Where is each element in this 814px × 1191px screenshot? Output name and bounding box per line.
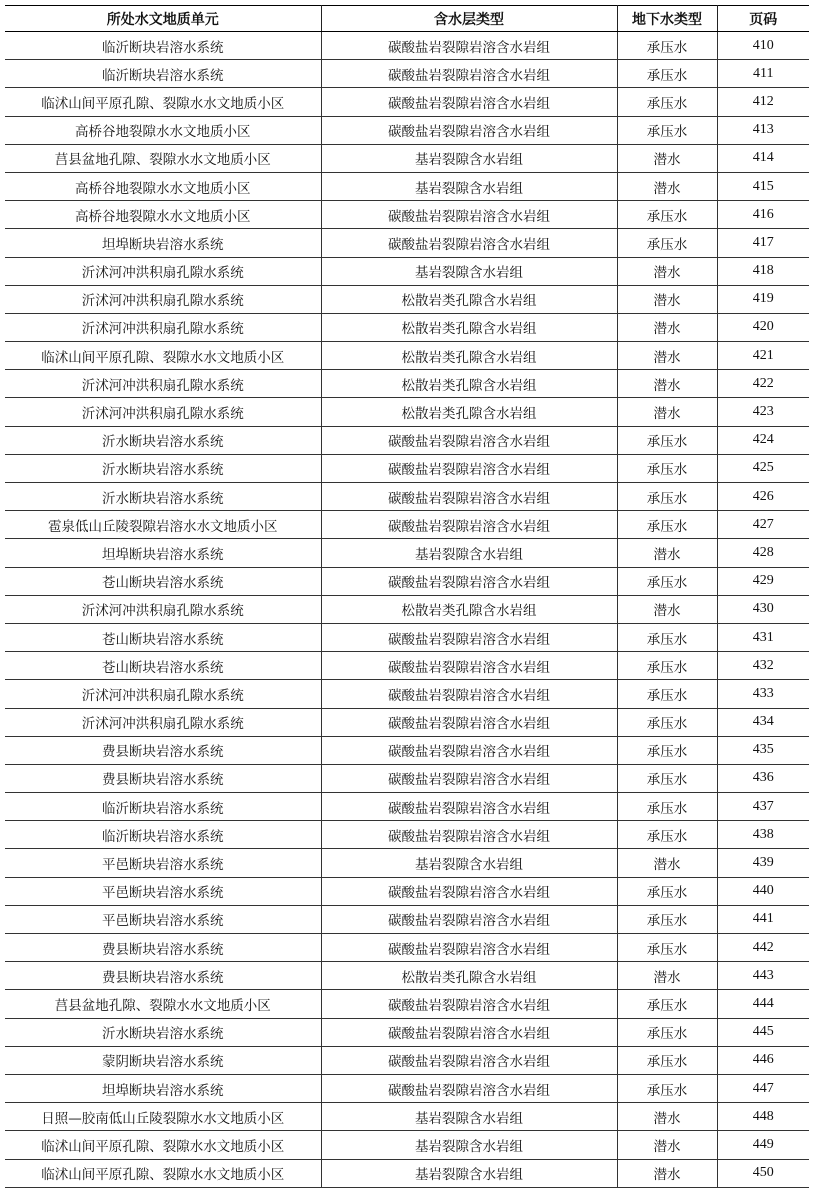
cell-hydro-unit: 沂水断块岩溶水系统 xyxy=(5,1018,321,1046)
cell-page-number: 449 xyxy=(717,1131,809,1159)
cell-hydro-unit: 沂沭河冲洪积扇孔隙水系统 xyxy=(5,398,321,426)
cell-hydro-unit: 临沂断块岩溶水系统 xyxy=(5,793,321,821)
cell-page-number: 444 xyxy=(717,990,809,1018)
cell-aquifer-type: 碳酸盐岩裂隙岩溶含水岩组 xyxy=(321,454,617,482)
cell-aquifer-type: 碳酸盐岩裂隙岩溶含水岩组 xyxy=(321,736,617,764)
cell-hydro-unit: 雹泉低山丘陵裂隙岩溶水水文地质小区 xyxy=(5,511,321,539)
cell-page-number: 447 xyxy=(717,1074,809,1102)
table-row xyxy=(5,201,809,229)
table-header xyxy=(5,6,809,32)
table-row xyxy=(5,32,809,60)
cell-hydro-unit: 临沭山间平原孔隙、裂隙水水文地质小区 xyxy=(5,342,321,370)
table-row xyxy=(5,736,809,764)
cell-page-number: 413 xyxy=(717,116,809,144)
cell-page-number: 445 xyxy=(717,1018,809,1046)
cell-hydro-unit: 坦埠断块岩溶水系统 xyxy=(5,1074,321,1102)
cell-page-number: 426 xyxy=(717,483,809,511)
table-row xyxy=(5,285,809,313)
cell-page-number: 446 xyxy=(717,1046,809,1074)
cell-aquifer-type: 松散岩类孔隙含水岩组 xyxy=(321,285,617,313)
table-row xyxy=(5,905,809,933)
cell-aquifer-type: 碳酸盐岩裂隙岩溶含水岩组 xyxy=(321,32,617,60)
cell-hydro-unit: 临沂断块岩溶水系统 xyxy=(5,821,321,849)
table-row xyxy=(5,172,809,200)
cell-page-number: 438 xyxy=(717,821,809,849)
table-row xyxy=(5,229,809,257)
cell-hydro-unit: 沂沭河冲洪积扇孔隙水系统 xyxy=(5,257,321,285)
table-row xyxy=(5,990,809,1018)
cell-page-number: 443 xyxy=(717,962,809,990)
cell-groundwater-type: 承压水 xyxy=(617,88,717,116)
table-row xyxy=(5,116,809,144)
cell-hydro-unit: 沂水断块岩溶水系统 xyxy=(5,426,321,454)
cell-groundwater-type: 承压水 xyxy=(617,426,717,454)
table-row xyxy=(5,370,809,398)
cell-groundwater-type: 潜水 xyxy=(617,342,717,370)
table-row xyxy=(5,1074,809,1102)
table-row xyxy=(5,595,809,623)
cell-aquifer-type: 碳酸盐岩裂隙岩溶含水岩组 xyxy=(321,680,617,708)
cell-groundwater-type: 承压水 xyxy=(617,229,717,257)
cell-aquifer-type: 碳酸盐岩裂隙岩溶含水岩组 xyxy=(321,793,617,821)
cell-groundwater-type: 承压水 xyxy=(617,793,717,821)
cell-groundwater-type: 承压水 xyxy=(617,905,717,933)
cell-groundwater-type: 承压水 xyxy=(617,116,717,144)
cell-page-number: 425 xyxy=(717,454,809,482)
table-row xyxy=(5,793,809,821)
cell-hydro-unit: 高桥谷地裂隙水水文地质小区 xyxy=(5,116,321,144)
cell-aquifer-type: 基岩裂隙含水岩组 xyxy=(321,1131,617,1159)
cell-aquifer-type: 碳酸盐岩裂隙岩溶含水岩组 xyxy=(321,1046,617,1074)
cell-groundwater-type: 潜水 xyxy=(617,370,717,398)
cell-page-number: 419 xyxy=(717,285,809,313)
table-row xyxy=(5,623,809,651)
cell-aquifer-type: 基岩裂隙含水岩组 xyxy=(321,172,617,200)
table-row xyxy=(5,60,809,88)
table-row xyxy=(5,342,809,370)
cell-hydro-unit: 莒县盆地孔隙、裂隙水水文地质小区 xyxy=(5,144,321,172)
table-row xyxy=(5,398,809,426)
cell-page-number: 432 xyxy=(717,652,809,680)
cell-page-number: 437 xyxy=(717,793,809,821)
table-row xyxy=(5,313,809,341)
table-row xyxy=(5,764,809,792)
table-row xyxy=(5,88,809,116)
cell-hydro-unit: 费县断块岩溶水系统 xyxy=(5,934,321,962)
cell-groundwater-type: 承压水 xyxy=(617,1046,717,1074)
cell-page-number: 423 xyxy=(717,398,809,426)
cell-groundwater-type: 潜水 xyxy=(617,257,717,285)
cell-groundwater-type: 承压水 xyxy=(617,990,717,1018)
cell-groundwater-type: 承压水 xyxy=(617,708,717,736)
cell-aquifer-type: 碳酸盐岩裂隙岩溶含水岩组 xyxy=(321,426,617,454)
header-row xyxy=(5,6,809,32)
cell-hydro-unit: 沂沭河冲洪积扇孔隙水系统 xyxy=(5,370,321,398)
cell-page-number: 420 xyxy=(717,313,809,341)
cell-groundwater-type: 承压水 xyxy=(617,877,717,905)
cell-page-number: 415 xyxy=(717,172,809,200)
cell-hydro-unit: 平邑断块岩溶水系统 xyxy=(5,905,321,933)
table-row xyxy=(5,849,809,877)
cell-hydro-unit: 沂水断块岩溶水系统 xyxy=(5,483,321,511)
cell-aquifer-type: 碳酸盐岩裂隙岩溶含水岩组 xyxy=(321,821,617,849)
cell-page-number: 448 xyxy=(717,1103,809,1131)
cell-aquifer-type: 基岩裂隙含水岩组 xyxy=(321,849,617,877)
cell-groundwater-type: 承压水 xyxy=(617,32,717,60)
table-row xyxy=(5,877,809,905)
cell-hydro-unit: 沂沭河冲洪积扇孔隙水系统 xyxy=(5,285,321,313)
cell-aquifer-type: 碳酸盐岩裂隙岩溶含水岩组 xyxy=(321,652,617,680)
cell-aquifer-type: 碳酸盐岩裂隙岩溶含水岩组 xyxy=(321,623,617,651)
cell-page-number: 434 xyxy=(717,708,809,736)
table-row xyxy=(5,1159,809,1187)
cell-aquifer-type: 碳酸盐岩裂隙岩溶含水岩组 xyxy=(321,511,617,539)
cell-page-number: 428 xyxy=(717,539,809,567)
cell-page-number: 424 xyxy=(717,426,809,454)
cell-page-number: 430 xyxy=(717,595,809,623)
cell-hydro-unit: 沂沭河冲洪积扇孔隙水系统 xyxy=(5,313,321,341)
cell-aquifer-type: 碳酸盐岩裂隙岩溶含水岩组 xyxy=(321,990,617,1018)
cell-groundwater-type: 潜水 xyxy=(617,849,717,877)
cell-hydro-unit: 费县断块岩溶水系统 xyxy=(5,736,321,764)
cell-hydro-unit: 费县断块岩溶水系统 xyxy=(5,962,321,990)
cell-groundwater-type: 潜水 xyxy=(617,1159,717,1187)
cell-groundwater-type: 承压水 xyxy=(617,483,717,511)
cell-hydro-unit: 苍山断块岩溶水系统 xyxy=(5,623,321,651)
cell-aquifer-type: 碳酸盐岩裂隙岩溶含水岩组 xyxy=(321,229,617,257)
cell-page-number: 410 xyxy=(717,32,809,60)
cell-groundwater-type: 潜水 xyxy=(617,144,717,172)
table-row xyxy=(5,144,809,172)
cell-page-number: 440 xyxy=(717,877,809,905)
cell-aquifer-type: 碳酸盐岩裂隙岩溶含水岩组 xyxy=(321,1074,617,1102)
cell-hydro-unit: 莒县盆地孔隙、裂隙水水文地质小区 xyxy=(5,990,321,1018)
cell-hydro-unit: 日照—胶南低山丘陵裂隙水水文地质小区 xyxy=(5,1103,321,1131)
table-row xyxy=(5,708,809,736)
cell-hydro-unit: 沂水断块岩溶水系统 xyxy=(5,454,321,482)
cell-aquifer-type: 碳酸盐岩裂隙岩溶含水岩组 xyxy=(321,116,617,144)
cell-page-number: 450 xyxy=(717,1159,809,1187)
cell-page-number: 433 xyxy=(717,680,809,708)
cell-aquifer-type: 碳酸盐岩裂隙岩溶含水岩组 xyxy=(321,905,617,933)
cell-groundwater-type: 潜水 xyxy=(617,962,717,990)
cell-groundwater-type: 潜水 xyxy=(617,1103,717,1131)
cell-hydro-unit: 苍山断块岩溶水系统 xyxy=(5,652,321,680)
cell-aquifer-type: 基岩裂隙含水岩组 xyxy=(321,144,617,172)
table-row xyxy=(5,426,809,454)
table-row xyxy=(5,483,809,511)
cell-aquifer-type: 碳酸盐岩裂隙岩溶含水岩组 xyxy=(321,877,617,905)
table-row xyxy=(5,567,809,595)
cell-groundwater-type: 承压水 xyxy=(617,652,717,680)
cell-aquifer-type: 碳酸盐岩裂隙岩溶含水岩组 xyxy=(321,764,617,792)
cell-hydro-unit: 沂沭河冲洪积扇孔隙水系统 xyxy=(5,708,321,736)
cell-page-number: 421 xyxy=(717,342,809,370)
cell-groundwater-type: 承压水 xyxy=(617,454,717,482)
cell-groundwater-type: 潜水 xyxy=(617,172,717,200)
cell-aquifer-type: 碳酸盐岩裂隙岩溶含水岩组 xyxy=(321,60,617,88)
cell-hydro-unit: 临沂断块岩溶水系统 xyxy=(5,32,321,60)
cell-hydro-unit: 沂沭河冲洪积扇孔隙水系统 xyxy=(5,595,321,623)
table-row xyxy=(5,652,809,680)
table-row xyxy=(5,680,809,708)
cell-page-number: 431 xyxy=(717,623,809,651)
cell-aquifer-type: 松散岩类孔隙含水岩组 xyxy=(321,370,617,398)
cell-groundwater-type: 承压水 xyxy=(617,1074,717,1102)
cell-hydro-unit: 坦埠断块岩溶水系统 xyxy=(5,229,321,257)
cell-page-number: 429 xyxy=(717,567,809,595)
table-row xyxy=(5,1046,809,1074)
table-row xyxy=(5,454,809,482)
cell-aquifer-type: 碳酸盐岩裂隙岩溶含水岩组 xyxy=(321,708,617,736)
cell-hydro-unit: 高桥谷地裂隙水水文地质小区 xyxy=(5,201,321,229)
header-hydro-unit: 所处水文地质单元 xyxy=(5,6,321,32)
cell-page-number: 418 xyxy=(717,257,809,285)
cell-groundwater-type: 潜水 xyxy=(617,539,717,567)
cell-aquifer-type: 基岩裂隙含水岩组 xyxy=(321,257,617,285)
cell-aquifer-type: 基岩裂隙含水岩组 xyxy=(321,1103,617,1131)
table-row xyxy=(5,257,809,285)
cell-hydro-unit: 临沂断块岩溶水系统 xyxy=(5,60,321,88)
cell-hydro-unit: 平邑断块岩溶水系统 xyxy=(5,849,321,877)
cell-page-number: 412 xyxy=(717,88,809,116)
cell-hydro-unit: 坦埠断块岩溶水系统 xyxy=(5,539,321,567)
table-row xyxy=(5,511,809,539)
cell-aquifer-type: 碳酸盐岩裂隙岩溶含水岩组 xyxy=(321,567,617,595)
cell-hydro-unit: 高桥谷地裂隙水水文地质小区 xyxy=(5,172,321,200)
cell-groundwater-type: 潜水 xyxy=(617,595,717,623)
cell-groundwater-type: 承压水 xyxy=(617,764,717,792)
cell-page-number: 416 xyxy=(717,201,809,229)
cell-aquifer-type: 松散岩类孔隙含水岩组 xyxy=(321,398,617,426)
cell-page-number: 435 xyxy=(717,736,809,764)
cell-hydro-unit: 沂沭河冲洪积扇孔隙水系统 xyxy=(5,680,321,708)
cell-page-number: 442 xyxy=(717,934,809,962)
cell-aquifer-type: 碳酸盐岩裂隙岩溶含水岩组 xyxy=(321,88,617,116)
cell-hydro-unit: 临沭山间平原孔隙、裂隙水水文地质小区 xyxy=(5,88,321,116)
cell-groundwater-type: 承压水 xyxy=(617,821,717,849)
cell-groundwater-type: 承压水 xyxy=(617,680,717,708)
cell-groundwater-type: 承压水 xyxy=(617,567,717,595)
table-row xyxy=(5,821,809,849)
cell-groundwater-type: 承压水 xyxy=(617,201,717,229)
cell-groundwater-type: 承压水 xyxy=(617,60,717,88)
table-body xyxy=(5,32,809,1188)
cell-groundwater-type: 潜水 xyxy=(617,398,717,426)
cell-page-number: 414 xyxy=(717,144,809,172)
cell-page-number: 439 xyxy=(717,849,809,877)
table-row xyxy=(5,934,809,962)
cell-aquifer-type: 碳酸盐岩裂隙岩溶含水岩组 xyxy=(321,1018,617,1046)
table-row xyxy=(5,539,809,567)
cell-aquifer-type: 碳酸盐岩裂隙岩溶含水岩组 xyxy=(321,201,617,229)
cell-hydro-unit: 平邑断块岩溶水系统 xyxy=(5,877,321,905)
cell-page-number: 417 xyxy=(717,229,809,257)
cell-groundwater-type: 潜水 xyxy=(617,285,717,313)
cell-aquifer-type: 基岩裂隙含水岩组 xyxy=(321,1159,617,1187)
hydrogeology-table xyxy=(5,5,809,1188)
cell-groundwater-type: 潜水 xyxy=(617,1131,717,1159)
cell-aquifer-type: 松散岩类孔隙含水岩组 xyxy=(321,595,617,623)
cell-page-number: 427 xyxy=(717,511,809,539)
cell-groundwater-type: 承压水 xyxy=(617,511,717,539)
cell-groundwater-type: 承压水 xyxy=(617,934,717,962)
cell-hydro-unit: 临沭山间平原孔隙、裂隙水水文地质小区 xyxy=(5,1131,321,1159)
cell-groundwater-type: 承压水 xyxy=(617,623,717,651)
cell-page-number: 411 xyxy=(717,60,809,88)
cell-hydro-unit: 费县断块岩溶水系统 xyxy=(5,764,321,792)
table-row xyxy=(5,1103,809,1131)
cell-groundwater-type: 潜水 xyxy=(617,313,717,341)
header-groundwater-type: 地下水类型 xyxy=(617,6,717,32)
header-page-number: 页码 xyxy=(717,6,809,32)
cell-page-number: 436 xyxy=(717,764,809,792)
cell-aquifer-type: 松散岩类孔隙含水岩组 xyxy=(321,313,617,341)
cell-hydro-unit: 临沭山间平原孔隙、裂隙水水文地质小区 xyxy=(5,1159,321,1187)
cell-groundwater-type: 承压水 xyxy=(617,736,717,764)
cell-page-number: 422 xyxy=(717,370,809,398)
table-row xyxy=(5,962,809,990)
cell-groundwater-type: 承压水 xyxy=(617,1018,717,1046)
header-aquifer-type: 含水层类型 xyxy=(321,6,617,32)
cell-page-number: 441 xyxy=(717,905,809,933)
table-row xyxy=(5,1018,809,1046)
cell-aquifer-type: 基岩裂隙含水岩组 xyxy=(321,539,617,567)
cell-aquifer-type: 碳酸盐岩裂隙岩溶含水岩组 xyxy=(321,483,617,511)
cell-aquifer-type: 松散岩类孔隙含水岩组 xyxy=(321,342,617,370)
cell-hydro-unit: 苍山断块岩溶水系统 xyxy=(5,567,321,595)
cell-aquifer-type: 碳酸盐岩裂隙岩溶含水岩组 xyxy=(321,934,617,962)
cell-hydro-unit: 蒙阴断块岩溶水系统 xyxy=(5,1046,321,1074)
cell-aquifer-type: 松散岩类孔隙含水岩组 xyxy=(321,962,617,990)
table-row xyxy=(5,1131,809,1159)
